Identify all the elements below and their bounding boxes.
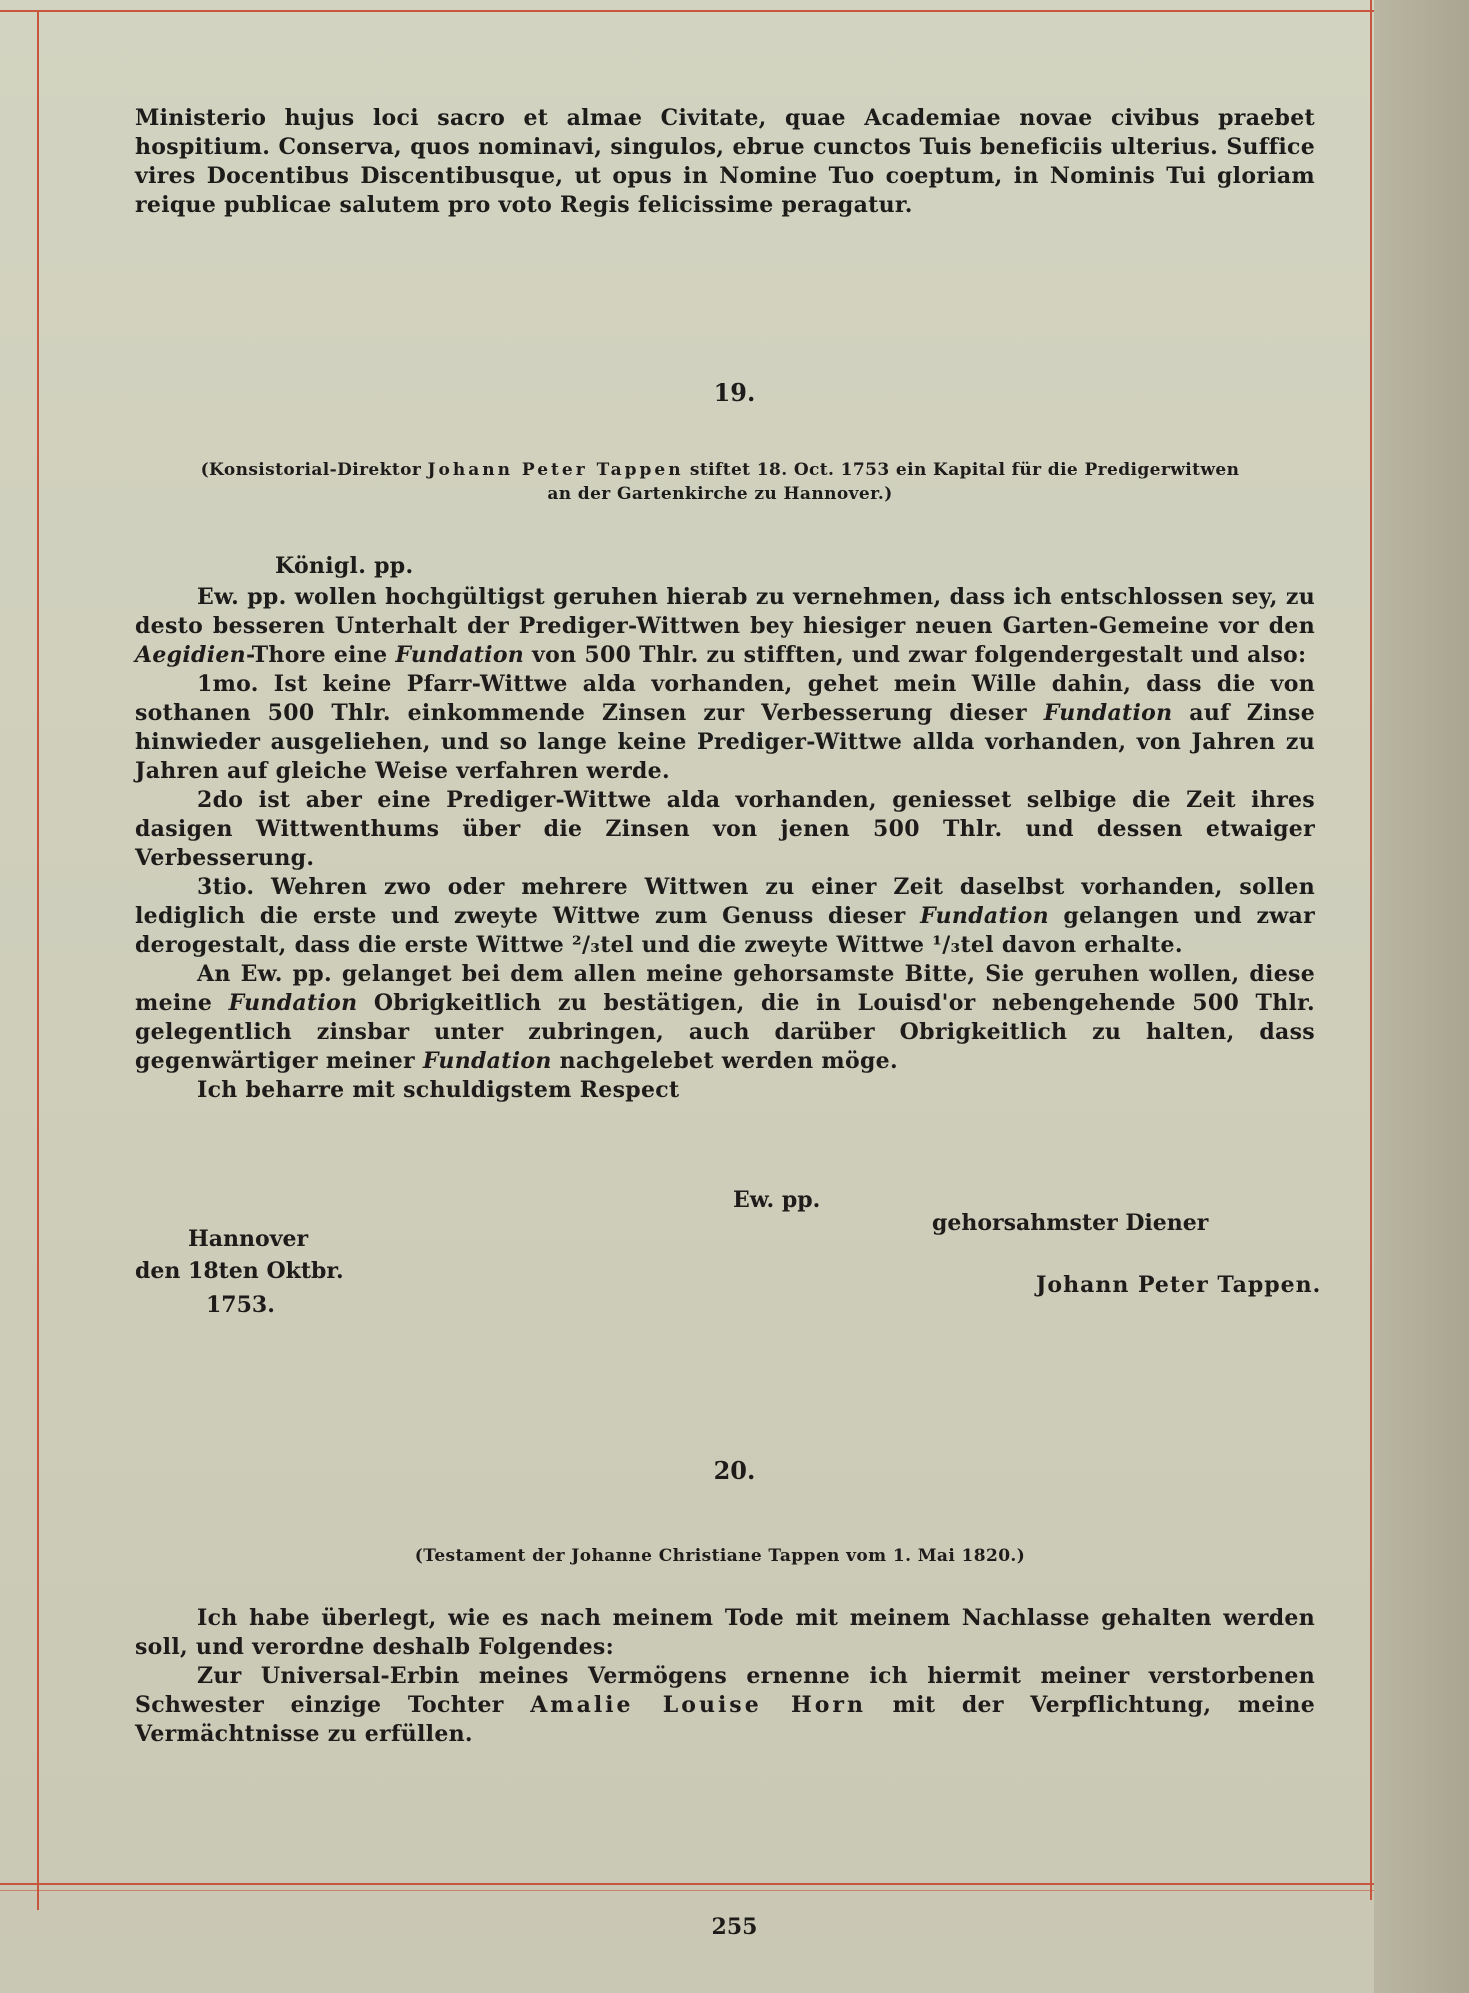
signature: Johann Peter Tappen. — [1036, 1272, 1322, 1298]
section-20-paragraph-1: Ich habe überlegt, wie es nach meinem Tode mit meinem Nachlasse gehalten werden soll, und verordne deshalb Folgendes: — [135, 1605, 1315, 1660]
margin-rule-right — [1370, 0, 1372, 1900]
p5-text-c: nachgelebet werden möge. — [551, 1048, 898, 1074]
salutation: Königl. pp. — [275, 553, 414, 579]
p2-fundation: Fundation — [1043, 700, 1173, 726]
s20-p2-text-b: mit der Verpflichtung, meine Vermächtnisse zu erfüllen. — [135, 1692, 1315, 1747]
margin-rule-bottom — [0, 1883, 1469, 1885]
p1-aegidien: Aegidien — [135, 642, 246, 668]
paragraph-4 — [135, 873, 1315, 960]
p5-text-b: Obrigkeitlich zu bestätigen, die in Louisd'or nebengehende 500 Thlr. gelegentlich zinsbar unter zubringen, auch darüber Obrigkeitlich zu halten, dass gegenwärtiger meiner — [135, 990, 1315, 1074]
paragraph-6: Ich beharre mit schuldigstem Respect — [197, 1077, 680, 1103]
p5-fundation-1: Fundation — [228, 990, 358, 1016]
headnote-name: Johann Peter Tappen — [427, 460, 684, 480]
date: den 18ten Oktbr. — [135, 1258, 344, 1284]
top-paragraph: Ministerio hujus loci sacro et almae Civitate, quae Academiae novae civibus praebet hospitium. Conserva, quos nominavi, singulos, ebrue cunctos Tuis beneficiis ulterius. Suffice vires Docentibus Discentibusque, ut opus in Nomine Tuo coeptum, in Nominis Tui gloriam reique publicae salutem pro voto Regis felicissime peragatur. — [135, 105, 1315, 218]
section-19-number: 19. — [713, 378, 756, 407]
section-20-headnote: (Testament der Johanne Christiane Tappen vom 1. Mai 1820.) — [414, 1546, 1026, 1566]
headnote-text-a: (Konsistorial-Direktor — [200, 460, 428, 480]
p4-fundation: Fundation — [920, 903, 1049, 929]
p5-text-a: An Ew. pp. gelanget bei dem allen meine gehorsamste Bitte, Sie geruhen wollen, diese meine — [135, 961, 1315, 1016]
p4-text-b: gelangen und zwar derogestalt, dass die erste Wittwe ²/₃tel und die zweyte Wittwe ¹/₃tel davon erhalte. — [135, 903, 1315, 958]
p4-text-a: 3tio. Wehren zwo oder mehrere Wittwen zu einer Zeit daselbst vorhanden, sollen lediglich die erste und zweyte Wittwe zum Genuss dieser — [135, 874, 1315, 929]
p2-text-a: 1mo. Ist keine Pfarr-Wittwe alda vorhanden, gehet mein Wille dahin, dass die von sothanen 500 Thlr. einkommende Zinsen zur Verbesserung dieser — [135, 671, 1315, 726]
top-paragraph-block — [135, 104, 1315, 220]
paragraph-2 — [135, 670, 1315, 786]
section-20-number: 20. — [713, 1456, 756, 1485]
section-20-paragraph-2 — [135, 1662, 1315, 1749]
section-20-body — [135, 1604, 1315, 1749]
closing-diener: gehorsahmster Diener — [932, 1210, 1209, 1236]
paragraph-5 — [135, 960, 1315, 1076]
p2-text-b: auf Zinse hinwieder ausgeliehen, und so lange keine Prediger-Wittwe allda vorhanden, von Jahren zu Jahren auf gleiche Weise verfahren werde. — [135, 700, 1316, 784]
p1-text-c: von 500 Thlr. zu stifften, und zwar folgendergestalt und also: — [524, 642, 1307, 668]
margin-rule-bottom-secondary — [0, 1890, 1469, 1891]
section-19-body — [135, 583, 1315, 1105]
paragraph-3: 2do ist aber eine Prediger-Wittwe alda vorhanden, geniesset selbige die Zeit ihres dasigen Wittwenthums über die Zinsen von jenen 500 Thlr. und dessen etwaiger Verbesserung. — [135, 787, 1315, 871]
p5-fundation-2: Fundation — [422, 1048, 552, 1074]
page-number: 255 — [711, 1914, 758, 1940]
s20-p2-name: Amalie Louise Horn — [530, 1692, 867, 1718]
margin-rule-left — [37, 10, 39, 1910]
s20-p2-text-a: Zur Universal-Erbin meines Vermögens ernenne ich hiermit meiner verstorbenen Schwester einzige Tochter — [135, 1663, 1315, 1718]
section-19-headnote — [120, 458, 1320, 506]
headnote-text-b: stiftet 18. Oct. 1753 ein Kapital für die Predigerwitwen — [683, 460, 1240, 480]
p1-text-a: Ew. pp. wollen hochgültigst geruhen hierab zu vernehmen, dass ich entschlossen sey, zu desto besseren Unterhalt der Prediger-Wittwen bey hiesiger neuen Garten-Gemeine vor den — [135, 584, 1315, 639]
headnote-line2: an der Gartenkirche zu Hannover.) — [547, 484, 893, 504]
paragraph-1 — [135, 583, 1315, 670]
page-edge-shadow — [1374, 0, 1469, 1993]
place: Hannover — [188, 1226, 309, 1252]
salutation-block — [275, 552, 675, 581]
margin-rule-top — [0, 10, 1469, 12]
closing-ewpp: Ew. pp. — [733, 1187, 821, 1213]
year: 1753. — [206, 1292, 275, 1318]
p1-text-b: -Thore eine — [245, 642, 396, 668]
p1-fundation: Fundation — [395, 642, 525, 668]
